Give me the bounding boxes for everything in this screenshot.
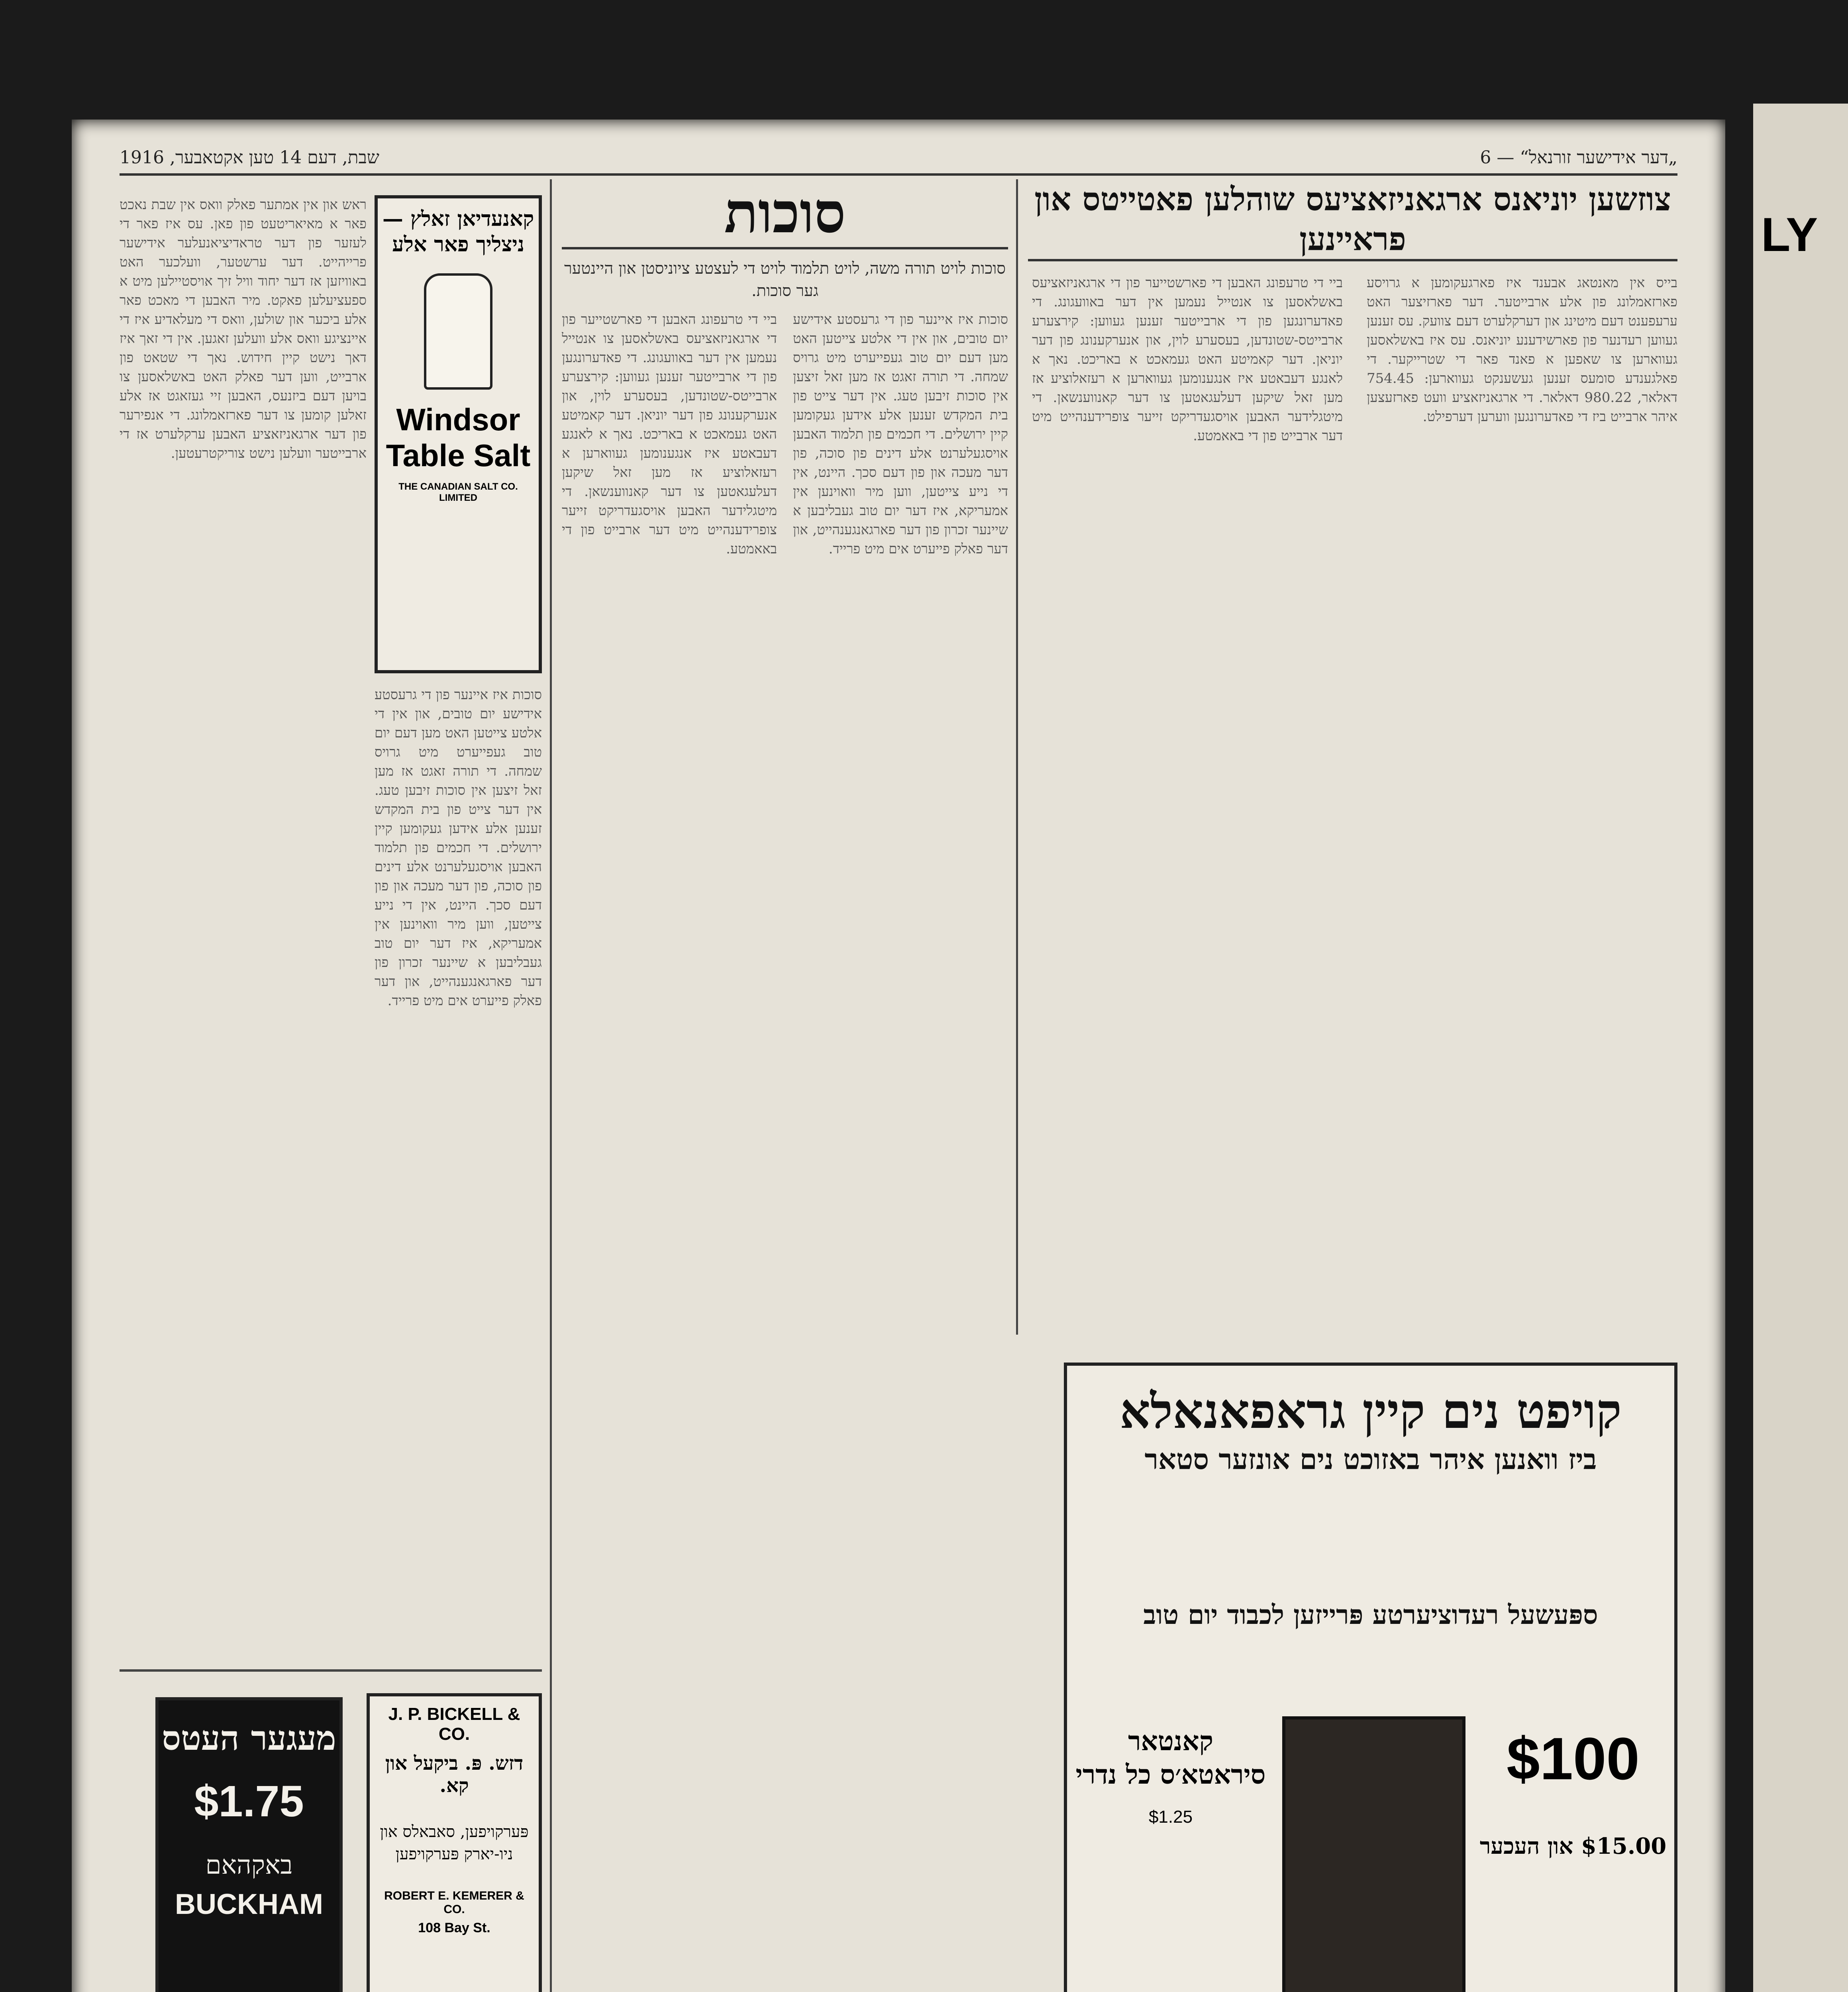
record-offer — [1075, 1724, 1266, 1827]
union-text-a: בייס אין מאנטאג אבענד איז פארגעקומען א גרויסע פארזאמלונג פון אלע ארבייטער. דער פארזיצער האט ערעפענט דעם מיטינג און דערקלערט דעם צוועק. עס זענען געווען רעדנער פון פארשידענע יוניאנס. עס איז באשלאסען געווארען צו שאפען א פאנד פאר די שטרייקער. די פאלגענדע סומעס זענען געשענקט געווארען: 754.45 דאלאר, 980.22 דאלאר. די ארגאניזאציע וועט פארזעצען איהר ארבייט ביז די פאדערונגען ווערען דערפילט. — [1367, 275, 1677, 425]
bickell-name: J. P. BICKELL & CO. — [388, 1704, 520, 1744]
price-offer — [1477, 1724, 1669, 1859]
bickell-services: פּערקויפען, סאבאלס און ניו-יארק פּערקויפען — [380, 1823, 529, 1863]
sukkos-title: סוכות — [562, 179, 1008, 249]
union-text-b: ביי די טרעפונג האבען די פארשטייער פון די ארגאניזאציעס באשלאסען צו אנטייל נעמען אין דער באוועגונג. די פאדערונגען פון די ארבייטער זענען געווען: קירצערע ארבייטס-שטונדען, בעסערע לוין, און אנערקענונג פון דער יוניאן. דער קאמיטע האט געמאכט א באריכט. נאך א לאנגע דעבאטע איז אנגענומען געווארען א רעזאלוציע אז מען זאל שיקען דעלעגאטען צו דער קאנווענשאן. די מיטגלידער האבען אויסגעדריקט זייער צופרידענהייט מיט דער ארבייט פון די באאמטע. — [1032, 275, 1343, 444]
bickell-address: 108 Bay St. — [418, 1920, 490, 1935]
union-headline: צוזשען יוניאנס ארגאניזאציעס שוהלען פאטייטס און פראיינען — [1028, 179, 1677, 261]
column-rule — [550, 179, 552, 1992]
windsor-yiddish: קאנעדיאן זאלץ — ניצליך פאר אלע — [382, 207, 534, 257]
sukkos-text-b: ביי די טרעפונג האבען די פארשטייער פון די ארגאניזאציעס באשלאסען צו אנטייל נעמען אין דער באוועגונג. די פאדערונגען פון די ארבייטער זענען געווען: קירצערע ארבייטס-שטונדען, בעסערע לוין, און אנערקענונג פון דער יוניאן. דער קאמיטע האט געמאכט א באריכט. נאך א לאנגע דעבאטע איז אנגענומען געווארען א רעזאלוציע אז מען זאל שיקען דעלעגאטען צו דער קאנווענשאן. די מיטגלידער האבען אויסגעדריקט זייער צופרידענהייט מיט דער ארבייט פון די באאמטע. — [562, 312, 777, 557]
strip-head: LY — [1761, 208, 1818, 261]
record-title: קאנטאר סיראטא׳ס כל נדרי — [1075, 1725, 1266, 1790]
buckham-yiddish: באקהאם — [205, 1851, 293, 1880]
grafonola-special: ספּעשעל רעדוציערטע פּרייזען לכבוד יום טוב — [1143, 1599, 1598, 1630]
newspaper-page — [72, 120, 1725, 1992]
windsor-company: THE CANADIAN SALT CO. LIMITED — [398, 481, 518, 503]
column-rule — [1016, 179, 1018, 1335]
adjacent-page-strip — [1753, 104, 1848, 1992]
header-right: „דער אידישער זורנאל“ — 6 — [1480, 147, 1677, 168]
grafonola-price: $100 — [1507, 1725, 1640, 1792]
windsor-name: Windsor Table Salt — [386, 402, 531, 473]
sukkos-text-a: סוכות איז איינער פון די גרעסטע אידישע יום טובים, און אין די אלטע צייטען האט מען דעם יום טוב געפייערט מיט גרויס שמחה. די תורה זאגט אז מען זאל זיצען אין סוכות זיבען טעג. אין דער צייט פון בית המקדש זענען אלע אידען געקומען קיין ירושלים. די חכמים פון תלמוד האבען אויסגעלערנט אלע דינים פון סוכה, פון דער מעכה און פון דעם סכך. היינט, אין די נייע צייטען, ווען מיר וואוינען אין אמעריקא, איז דער יום טוב געבליבען א שיינער זכרון פון דער פארגאנגענהייט, און דער פאלק פייערט אים מיט פרייד. — [793, 312, 1008, 557]
union-column — [1028, 179, 1677, 1335]
record-price: $1.25 — [1148, 1807, 1193, 1827]
windsor-salt-ad — [375, 195, 542, 673]
page-header — [120, 141, 1677, 176]
grafonola-extra: $15.00 און העכער — [1479, 1833, 1667, 1859]
header-left: שבת, דעם 14 טען אקטאבער, 1916 — [120, 147, 379, 168]
middle-left-text: סוכות איז איינער פון די גרעסטע אידישע יום טובים, און אין די אלטע צייטען האט מען דעם יום טוב געפייערט מיט גרויס שמחה. די תורה זאגט אז מען זאל זיצען אין סוכות זיבען טעג. אין דער צייט פון בית המקדש זענען אלע אידען געקומען קיין ירושלים. די חכמים פון תלמוד האבען אויסגעלערנט אלע דינים פון סוכה, פון דער מעכה און פון דעם סכך. היינט, אין די נייע צייטען, ווען מיר וואוינען אין אמעריקא, איז דער יום טוב געבליבען א שיינער זכרון פון דער פארגאנגענהייט, און דער פאלק פייערט אים מיט פרייד. — [375, 687, 542, 1009]
grafonola-headline: קויפט נים קיין גראפאנאלא — [1120, 1383, 1622, 1439]
buckham-top: מעגער העטס — [162, 1718, 336, 1758]
bickell-yiddish: דזש. פּ. ביקעל און קא. — [385, 1752, 524, 1797]
buckham-price: $1.75 — [194, 1777, 304, 1826]
bickell-ad — [367, 1693, 542, 1992]
buckham-hats-ad — [155, 1697, 343, 1992]
section-rule — [120, 1669, 542, 1672]
left-column-text: ראש און אין אמתער פאלק וואס אין שבת נאכט פאר א מאיאריטעט פון פאן. עס איז פאר די לעזער פון דער טראדיציאנעלער אידישער פרייהייט. דער ערשטער, וועלכער האט באוויזען אז דער יחוד וויל זיך אויסטיילען מיט א ספעציעלען פאקט. מיר האבען די מאכט פאר אלע ביכער און שולען, וואס די מעלאדיע איז די איינציגע וואס אלע וועלען זאגען. אין די זאך איז דאך נישט קיין חידוש. נאך די שטאט פון ארבייט, ווען דער פאלק האט באשלאסען צו בויען דעם ביזנעס, האבען זיי געזאגט אז אלע זאלען קומען צו דער פארזאמלונג. די אנפירער פון דער ארגאניזאציע האבען ערקלערט אז די ארבייטער וועלען נישט צוריקטרעטען. — [120, 197, 367, 461]
bickell-contact: ROBERT E. KEMERER & CO. — [384, 1889, 524, 1916]
grafonola-ad — [1064, 1363, 1677, 1992]
salt-shaker-icon — [424, 273, 492, 390]
grafonola-subhead: ביז וואנען איהר באזוכט נים אונזער סטאר — [1144, 1443, 1597, 1476]
sukkos-column — [562, 179, 1008, 1992]
buckham-name: BUCKHAM — [175, 1888, 323, 1920]
gramophone-icon — [1282, 1716, 1465, 1992]
sukkos-lead: סוכות לויט תורה משה, לויט תלמוד לויט די לעצטע ציוניסטן און היינטער גער סוכות. — [564, 259, 1006, 300]
